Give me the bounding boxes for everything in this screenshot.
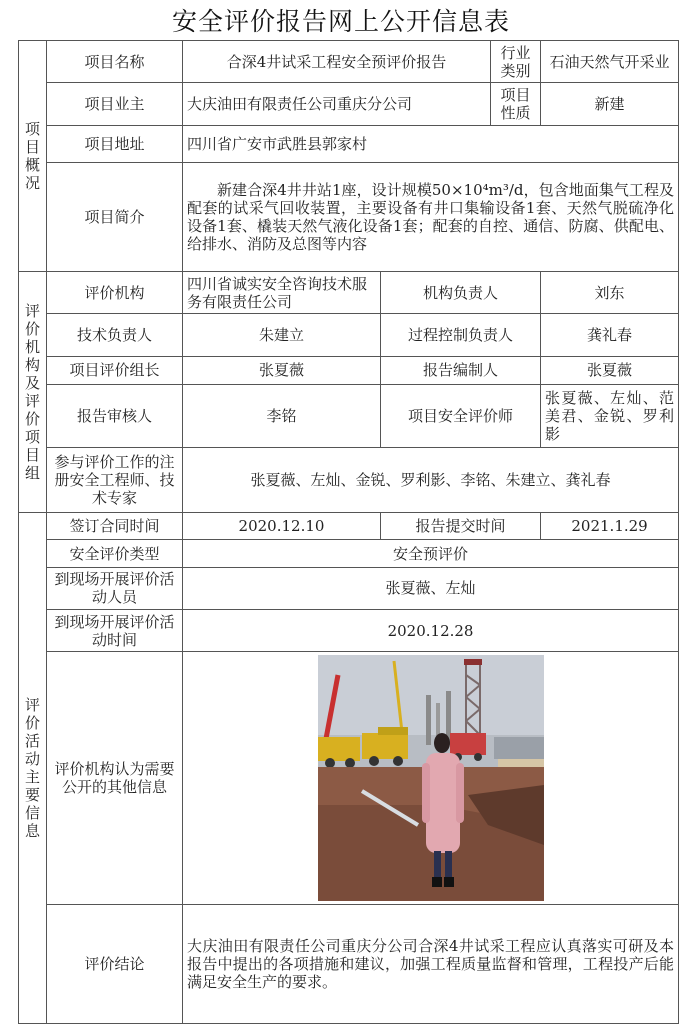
industry-value: 石油天然气开采业 <box>541 41 679 83</box>
page-title: 安全评价报告网上公开信息表 <box>171 7 510 36</box>
project-name-label: 项目名称 <box>47 41 183 83</box>
project-owner-label: 项目业主 <box>47 83 183 125</box>
site-photo <box>318 655 544 901</box>
activity-section-label: 评价活动主要信息 <box>19 513 47 1024</box>
tech-head-value: 朱建立 <box>183 314 381 356</box>
overview-section-label: 项目概况 <box>19 41 47 272</box>
project-nature-label: 项目性质 <box>491 83 541 125</box>
team-leader-value: 张夏薇 <box>183 356 381 384</box>
report-author-label: 报告编制人 <box>381 356 541 384</box>
project-intro-value: 新建合深4井井站1座，设计规模50×10⁴m³/d，包含地面集气工程及配套的试采气回收装置，主要设备有井口集输设备1套、天然气脱硫净化设备1套、橇装天然气液化设备1套；配套的自控、通信、防腐、供配电、给排水、消防及总图等内容 <box>183 163 679 272</box>
assessment-type-value: 安全预评价 <box>183 540 679 567</box>
onsite-time-label: 到现场开展评价活动时间 <box>47 610 183 652</box>
contract-date-value: 2020.12.10 <box>183 513 381 540</box>
assessment-type-label: 安全评价类型 <box>47 540 183 567</box>
process-head-label: 过程控制负责人 <box>381 314 541 356</box>
experts-value: 张夏薇、左灿、金锐、罗利影、李铭、朱建立、龚礼春 <box>183 447 679 513</box>
onsite-time-value: 2020.12.28 <box>183 610 679 652</box>
site-photo-image <box>318 655 544 901</box>
conclusion-value: 大庆油田有限责任公司重庆分公司合深4井试采工程应认真落实可研及本报告中提出的各项措施和建议，加强工程质量监督和管理，工程投产后能满足安全生产的要求。 <box>183 904 679 1023</box>
submit-date-label: 报告提交时间 <box>381 513 541 540</box>
contract-date-label: 签订合同时间 <box>47 513 183 540</box>
project-address-label: 项目地址 <box>47 125 183 162</box>
experts-label: 参与评价工作的注册安全工程师、技术专家 <box>47 447 183 513</box>
agency-value: 四川省诚实安全咨询技术服务有限责任公司 <box>183 272 381 314</box>
reviewer-label: 报告审核人 <box>47 385 183 448</box>
agency-head-label: 机构负责人 <box>381 272 541 314</box>
site-photo-cell <box>183 652 679 904</box>
project-address-value: 四川省广安市武胜县郭家村 <box>183 125 679 162</box>
project-nature-value: 新建 <box>541 83 679 125</box>
onsite-staff-label: 到现场开展评价活动人员 <box>47 567 183 609</box>
tech-head-label: 技术负责人 <box>47 314 183 356</box>
project-owner-value: 大庆油田有限责任公司重庆分公司 <box>183 83 491 125</box>
industry-label: 行业类别 <box>491 41 541 83</box>
process-head-value: 龚礼春 <box>541 314 679 356</box>
safety-assessor-value: 张夏薇、左灿、范美君、金锐、罗利影 <box>541 385 679 448</box>
onsite-staff-value: 张夏薇、左灿 <box>183 567 679 609</box>
reviewer-value: 李铭 <box>183 385 381 448</box>
other-info-label: 评价机构认为需要公开的其他信息 <box>47 652 183 904</box>
conclusion-label: 评价结论 <box>47 904 183 1023</box>
agency-head-value: 刘东 <box>541 272 679 314</box>
team-leader-label: 项目评价组长 <box>47 356 183 384</box>
project-name-value: 合深4井试采工程安全预评价报告 <box>183 41 491 83</box>
safety-assessor-label: 项目安全评价师 <box>381 385 541 448</box>
agency-section-label: 评价机构及评价项目组 <box>19 272 47 513</box>
agency-label: 评价机构 <box>47 272 183 314</box>
report-author-value: 张夏薇 <box>541 356 679 384</box>
project-intro-label: 项目简介 <box>47 163 183 272</box>
submit-date-value: 2021.1.29 <box>541 513 679 540</box>
info-table <box>18 40 679 1024</box>
